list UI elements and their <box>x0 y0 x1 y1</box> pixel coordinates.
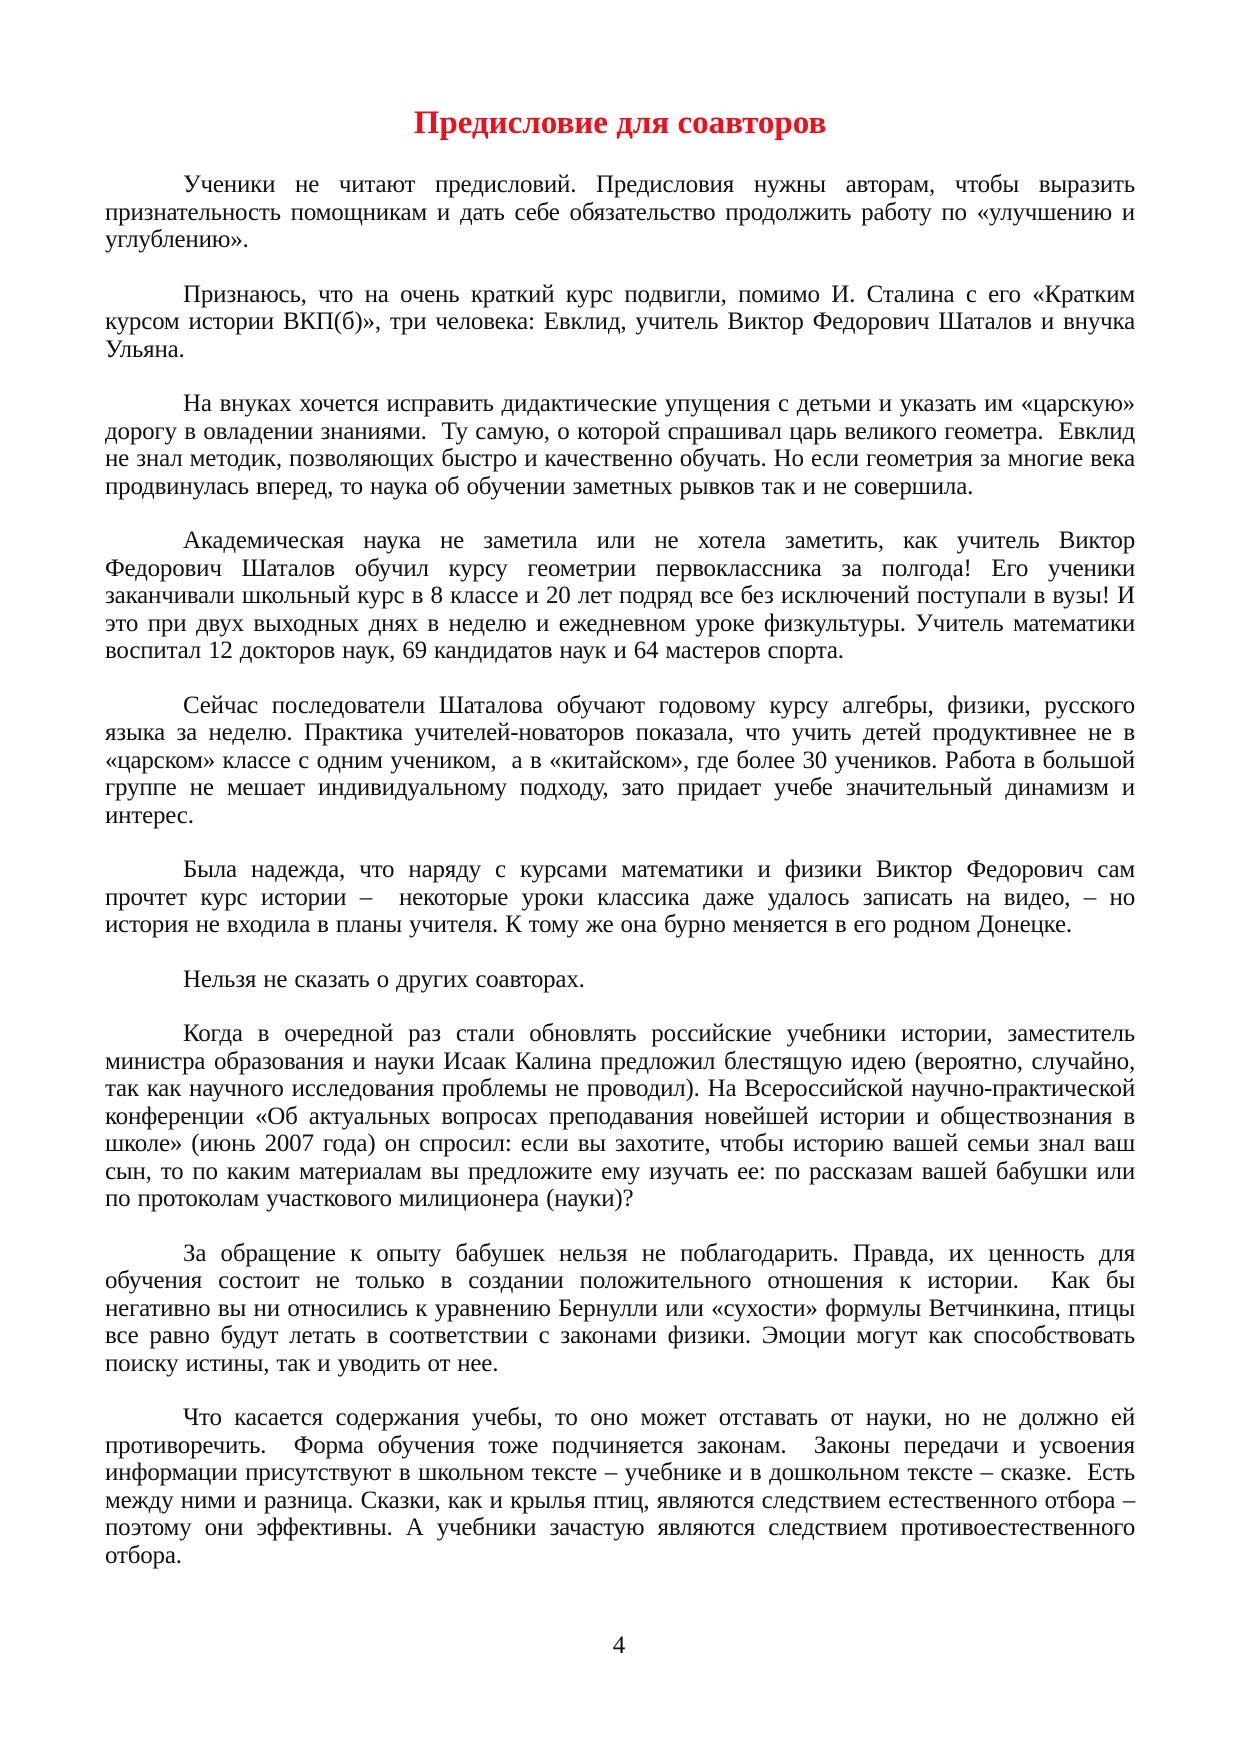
paragraph-confession: Признаюсь, что на очень краткий курс подвигли, помимо И. Сталина с его «Кратким курсом истории ВКП(б)», три человека: Евклид, учитель Виктор Федорович Шаталов и внучка Ульяна. <box>105 280 1135 363</box>
paragraph-shatalov: Академическая наука не заметила или не хотела заметить, как учитель Виктор Федорович Шаталов обучил курсу геометрии первоклассника за полгода! Его ученики заканчивали школьный курс в 8 классе и 20 лет подряд все без исключений поступали в вузы! И это при двух выходных днях в неделю и ежедневном уроке физкультуры. Учитель математики воспитал 12 докторов наук, 69 кандидатов наук и 64 мастеров спорта. <box>105 527 1135 664</box>
paragraph-followers: Сейчас последователи Шаталова обучают годовому курсу алгебры, физики, русского языка за неделю. Практика учителей-новаторов показала, что учить детей продуктивнее не в «царском» классе с одним учеником, а в «китайском», где более 30 учеников. Работа в большой группе не мешает индивидуальному подходу, зато придает учебе значительный динамизм и интерес. <box>105 691 1135 829</box>
page-number: 4 <box>612 1632 626 1659</box>
paragraph-grandmothers: За обращение к опыту бабушек нельзя не поблагодарить. Правда, их ценность для обучения состоит не только в создании положительного отношения к истории. Как бы негативно вы ни относились к уравнению Бернулли или «сухости» формулы Ветчинкина, птицы все равно будут летать в соответствии с законами физики. Эмоции могут как способствовать поиску истины, так и уводить от нее. <box>105 1239 1135 1377</box>
paragraph-kalina: Когда в очередной раз стали обновлять российские учебники истории, заместитель министра образования и науки Исаак Калина предложил блестящую идею (вероятно, случайно, так как научного исследования проблемы не проводил). На Всероссийской научно-практической конференции «Об актуальных вопросах преподавания новейшей истории и обществознания в школе» (июнь 2007 года) он спросил: если вы захотите, чтобы историю вашей семьи знал ваш сын, то по каким материалам вы предложите ему изучать ее: по рассказам вашей бабушки или по протоколам участкового милиционера (науки)? <box>105 1020 1135 1212</box>
paragraph-coauthors: Нельзя не сказать о других соавторах. <box>183 965 585 993</box>
page-title: Предисловие для соавторов <box>413 105 827 141</box>
paragraph-intro: Ученики не читают предисловий. Предисловия нужны авторам, чтобы выразить признательность помощникам и дать себе обязательство продолжить работу по «улучшению и углублению». <box>105 171 1135 253</box>
paragraph-grandchildren: На внуках хочется исправить дидактические упущения с детьми и указать им «царскую» дорогу в овладении знаниями. Ту самую, о которой спрашивал царь великого геометра. Евклид не знал методик, позволяющих быстро и качественно обучать. Но если геометрия за многие века продвинулась вперед, то наука об обучении заметных рывков так и не совершила. <box>105 390 1135 500</box>
paragraph-content-form: Что касается содержания учебы, то оно может отставать от науки, но не должно ей противоречить. Форма обучения тоже подчиняется законам. Законы передачи и усвоения информации присутствуют в школьном тексте – учебнике и в дошкольном тексте – сказке. Есть между ними и разница. Сказки, как и крылья птиц, являются следствием естественного отбора – поэтому они эффективны. А учебники зачастую являются следствием противоестественного отбора. <box>105 1404 1135 1569</box>
paragraph-history-course: Была надежда, что наряду с курсами математики и физики Виктор Федорович сам прочтет курс истории – некоторые уроки классика даже удалось записать на видео, – но история не входила в планы учителя. К тому же она бурно меняется в его родном Донецке. <box>105 856 1135 938</box>
